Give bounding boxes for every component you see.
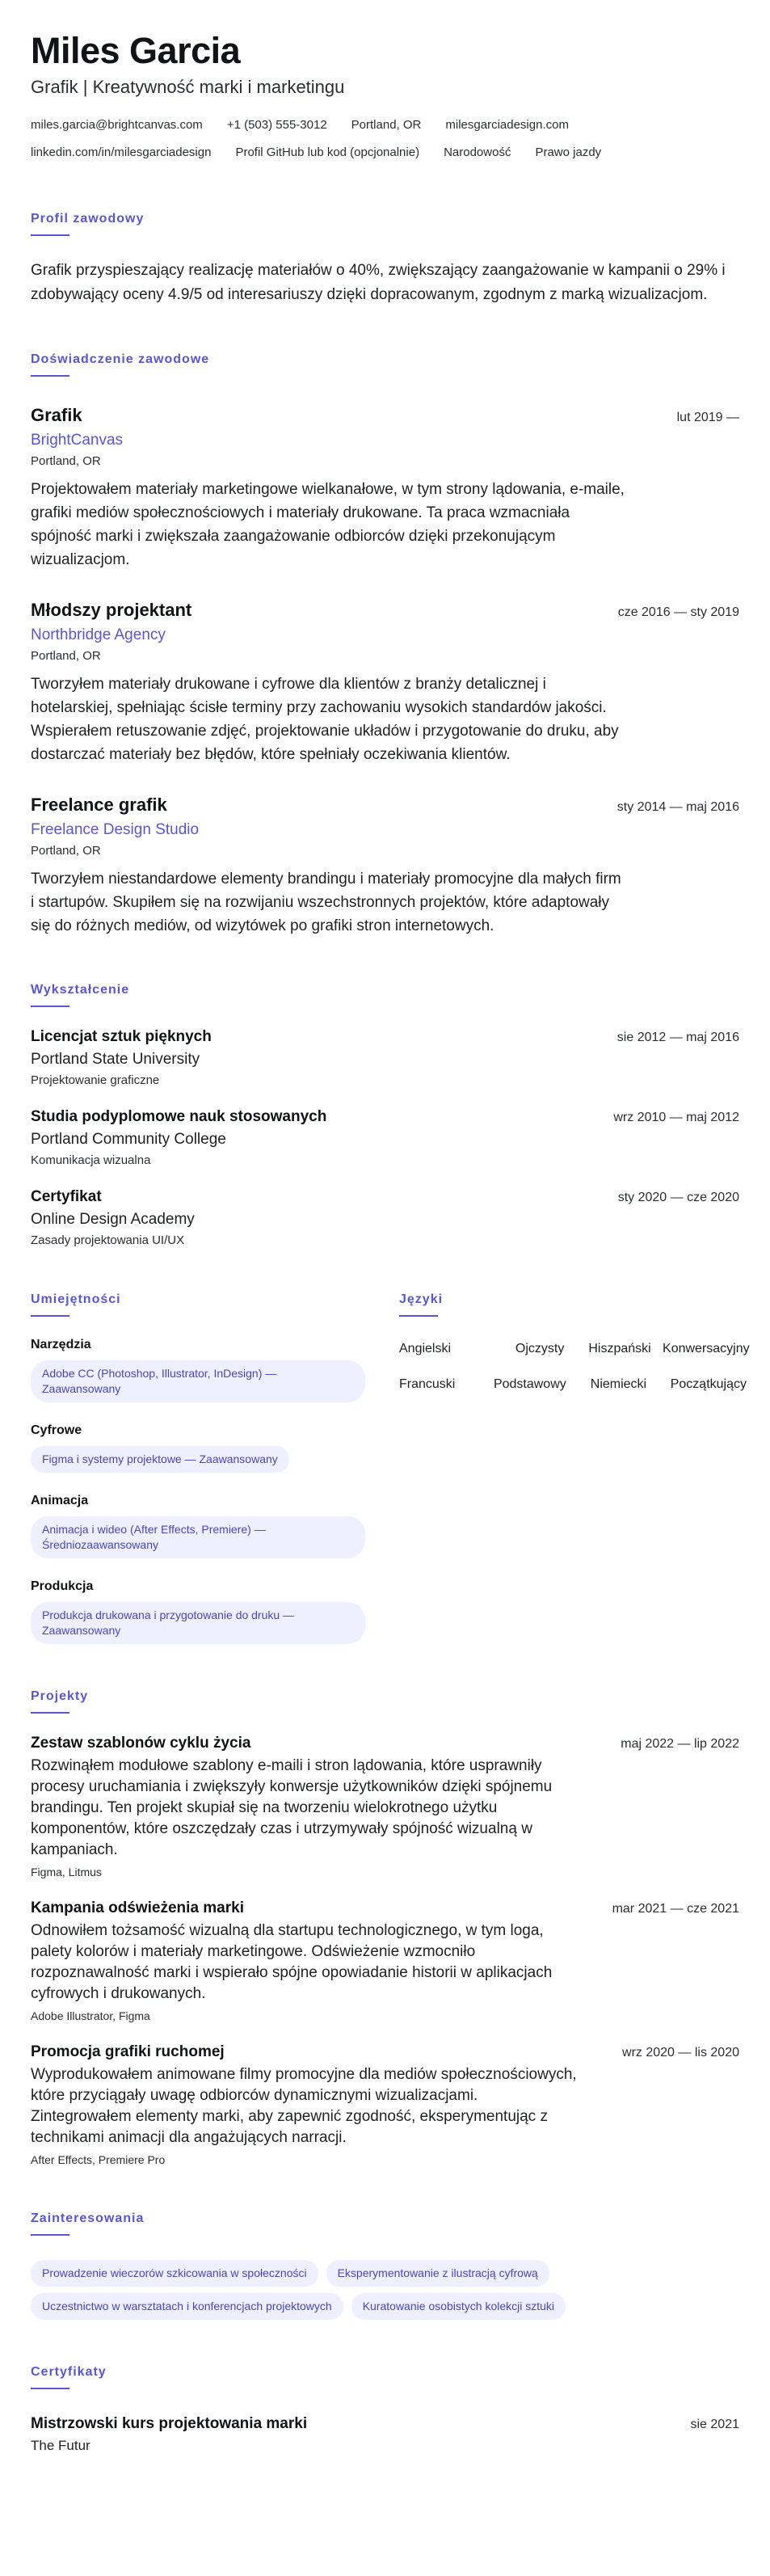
- education-dates: wrz 2010 — maj 2012: [613, 1111, 739, 1124]
- interest-chips: [31, 2260, 629, 2320]
- section-divider: [31, 375, 69, 377]
- school-name: Portland Community College: [31, 1131, 226, 1148]
- projects-section: [31, 1689, 739, 2166]
- education-entry: [31, 1188, 739, 1247]
- skills-section: [31, 1292, 365, 1644]
- field-of-study: Zasady projektowania UI/UX: [31, 1233, 185, 1247]
- candidate-name: Miles Garcia: [31, 30, 241, 71]
- language-name: Hiszpański: [588, 1342, 651, 1355]
- language-level: Początkujący: [670, 1377, 747, 1391]
- profile-section: [31, 212, 739, 307]
- section-title: Profil zawodowy: [31, 212, 145, 226]
- certificate-entry: [31, 2415, 739, 2454]
- experience-section: [31, 352, 739, 938]
- project-title: Kampania odświeżenia marki: [31, 1899, 244, 1916]
- contact-linkedin[interactable]: linkedin.com/in/milesgarciadesign: [31, 145, 212, 159]
- experience-entry: [31, 599, 739, 766]
- profile-summary: Grafik przyspieszający realizację materiałów o 40%, zwiększający zaangażowanie w kampanii o 29% i zdobywający oceny 4.9/5 od interesariuszy dzięki dopracowanym, zgodnym z marką wizualizacjom.: [31, 262, 726, 303]
- contact-phone[interactable]: +1 (503) 555-3012: [226, 118, 327, 132]
- candidate-tagline: Grafik | Kreatywność marki i marketingu: [31, 77, 345, 97]
- section-title: Certyfikaty: [31, 2365, 107, 2379]
- field-of-study: Projektowanie graficzne: [31, 1073, 160, 1087]
- language-name: Francuski: [399, 1377, 456, 1391]
- section-divider: [31, 2234, 69, 2236]
- job-location: Portland, OR: [31, 649, 101, 663]
- languages-section: [399, 1292, 750, 1644]
- field-of-study: Komunikacja wizualna: [31, 1153, 151, 1167]
- contact-list: [31, 112, 739, 167]
- section-title: Wykształcenie: [31, 983, 130, 997]
- contact-email[interactable]: miles.garcia@brightcanvas.com: [31, 118, 203, 132]
- project-title: Promocja grafiki ruchomej: [31, 2043, 225, 2060]
- job-dates: lut 2019 —: [676, 411, 739, 424]
- certificate-title: Mistrzowski kurs projektowania marki: [31, 2415, 308, 2432]
- job-dates: cze 2016 — sty 2019: [617, 605, 739, 619]
- project-description: Odnowiłem tożsamość wizualną dla startupu technologicznego, w tym loga, palety kolorów i materiały marketingowe. Odświeżenie wzmocniło rozpoznawalność marki i wspierało spójne opowiadanie historii w aplikacjach cyfrowych i drukowanych.: [31, 1922, 553, 2002]
- contact-nationality: Narodowość: [444, 145, 511, 159]
- project-entry: [31, 1899, 739, 2022]
- section-divider: [31, 1006, 69, 1007]
- skill-chip: Adobe CC (Photoshop, Illustrator, InDesign) — Zaawansowany: [31, 1360, 365, 1402]
- skill-group: [31, 1579, 365, 1644]
- job-description: Tworzyłem materiały drukowane i cyfrowe dla klientów z branży detalicznej i hotelarskiej, spełniając ścisłe terminy przy zachowaniu wysokich standardów jakości. Wspierałem retuszowanie zdjęć, projektowanie układów i przygotowanie do druku, aby dostarczać materiały bez błędów, które spełniały oczekiwania klientów.: [31, 676, 619, 763]
- degree-title: Certyfikat: [31, 1188, 102, 1205]
- experience-entry: [31, 404, 739, 571]
- education-dates: sty 2020 — cze 2020: [617, 1191, 739, 1204]
- skill-group: [31, 1494, 365, 1558]
- section-title: Doświadczenie zawodowe: [31, 352, 210, 366]
- interest-chip: Uczestnictwo w warsztatach i konferencjach projektowych: [31, 2293, 343, 2320]
- language-level: Konwersacyjny: [663, 1342, 750, 1355]
- job-dates: sty 2014 — maj 2016: [616, 800, 739, 814]
- interest-chip: Eksperymentowanie z ilustracją cyfrową: [326, 2260, 549, 2287]
- project-entry: [31, 1735, 739, 1878]
- skill-chip: Figma i systemy projektowe — Zaawansowany: [31, 1446, 289, 1473]
- language-row: [399, 1377, 747, 1393]
- section-title: Zainteresowania: [31, 2211, 145, 2225]
- project-tools: After Effects, Premiere Pro: [31, 2153, 166, 2166]
- education-section: [31, 983, 739, 1247]
- language-name: Niemiecki: [590, 1377, 647, 1391]
- skill-chip: Animacja i wideo (After Effects, Premiere) — Średniozaawansowany: [31, 1516, 365, 1558]
- project-entry: [31, 2043, 739, 2166]
- section-title: Projekty: [31, 1689, 89, 1703]
- project-dates: mar 2021 — cze 2021: [612, 1902, 739, 1916]
- section-title: Umiejętności: [31, 1292, 121, 1306]
- company-name: BrightCanvas: [31, 432, 124, 449]
- job-location: Portland, OR: [31, 454, 101, 468]
- project-title: Zestaw szablonów cyklu życia: [31, 1735, 251, 1752]
- project-dates: maj 2022 — lip 2022: [621, 1737, 739, 1751]
- job-title: Grafik: [31, 405, 82, 425]
- school-name: Portland State University: [31, 1051, 200, 1068]
- school-name: Online Design Academy: [31, 1211, 195, 1228]
- project-description: Wyprodukowałem animowane filmy promocyjne dla mediów społecznościowych, które przyciągały uwagę odbiorców dynamicznymi wizualizacjami. Zintegrowałem elementy marki, aby zapewnić zgodność, eksperymentując z technikami animacji dla angażujących narracji.: [31, 2066, 577, 2146]
- job-title: Freelance grafik: [31, 795, 167, 815]
- contact-website[interactable]: milesgarciadesign.com: [445, 118, 569, 132]
- company-name: Freelance Design Studio: [31, 821, 200, 838]
- skill-category: Cyfrowe: [31, 1423, 82, 1437]
- resume-header: [31, 29, 739, 167]
- contact-location: Portland, OR: [351, 118, 422, 132]
- skill-chip: Produkcja drukowana i przygotowanie do druku — Zaawansowany: [31, 1602, 365, 1644]
- language-level: Podstawowy: [493, 1377, 566, 1391]
- project-description: Rozwinąłem modułowe szablony e-maili i stron lądowania, które usprawniły procesy uruchamiania i zwiększyły konwersje użytkowników dzięki spójnemu brandingu. Ten projekt skupiał się na tworzeniu wielokrotnego użytku komponentów, które oszczędzały czas i utrzymywały spójność wizualną w kampaniach.: [31, 1757, 553, 1858]
- section-divider: [31, 1712, 69, 1714]
- job-description: Tworzyłem niestandardowe elementy brandingu i materiały promocyjne dla małych firm i startupów. Skupiłem się na rozwijaniu wszechstronnych projektów, które adaptowały się do różnych mediów, od wizytówek po grafiki stron internetowych.: [31, 871, 621, 934]
- certificates-section: [31, 2365, 739, 2454]
- skills-languages-row: [31, 1292, 750, 1644]
- interests-section: [31, 2211, 739, 2320]
- section-divider: [31, 2388, 69, 2389]
- languages-table: [399, 1341, 750, 1393]
- job-description: Projektowałem materiały marketingowe wielkanałowe, w tym strony lądowania, e-maile, grafiki mediów społecznościowych i materiały drukowane. Ta praca wzmacniała spójność marki i zwiększała zaangażowanie odbiorców dzięki przekonującym wizualizacjom.: [31, 481, 625, 568]
- project-tools: Figma, Litmus: [31, 1866, 102, 1878]
- project-dates: wrz 2020 — lis 2020: [622, 2046, 739, 2060]
- company-name: Northbridge Agency: [31, 626, 166, 643]
- section-divider: [31, 234, 69, 236]
- skill-group: [31, 1338, 365, 1402]
- contact-github[interactable]: Profil GitHub lub kod (opcjonalnie): [235, 145, 420, 159]
- project-tools: Adobe Illustrator, Figma: [31, 2009, 150, 2022]
- job-location: Portland, OR: [31, 844, 101, 858]
- skill-group: [31, 1423, 365, 1473]
- skill-category: Narzędzia: [31, 1338, 91, 1351]
- skill-category: Produkcja: [31, 1579, 94, 1593]
- language-row: [399, 1341, 750, 1357]
- degree-title: Licencjat sztuk pięknych: [31, 1028, 212, 1045]
- education-entry: [31, 1028, 739, 1087]
- education-entry: [31, 1108, 739, 1167]
- section-title: Języki: [399, 1292, 444, 1306]
- job-title: Młodszy projektant: [31, 600, 192, 620]
- education-dates: sie 2012 — maj 2016: [616, 1031, 739, 1044]
- skill-category: Animacja: [31, 1494, 89, 1507]
- interest-chip: Prowadzenie wieczorów szkicowania w społeczności: [31, 2260, 318, 2287]
- contact-driving-license: Prawo jazdy: [535, 145, 602, 159]
- degree-title: Studia podyplomowe nauk stosowanych: [31, 1108, 327, 1125]
- section-divider: [31, 1315, 69, 1317]
- experience-entry: [31, 794, 739, 938]
- language-name: Angielski: [399, 1342, 452, 1355]
- language-level: Ojczysty: [515, 1342, 565, 1355]
- certificate-date: sie 2021: [690, 2418, 739, 2431]
- section-divider: [399, 1315, 438, 1317]
- certificate-issuer: The Futur: [31, 2438, 90, 2453]
- interest-chip: Kuratowanie osobistych kolekcji sztuki: [351, 2293, 566, 2320]
